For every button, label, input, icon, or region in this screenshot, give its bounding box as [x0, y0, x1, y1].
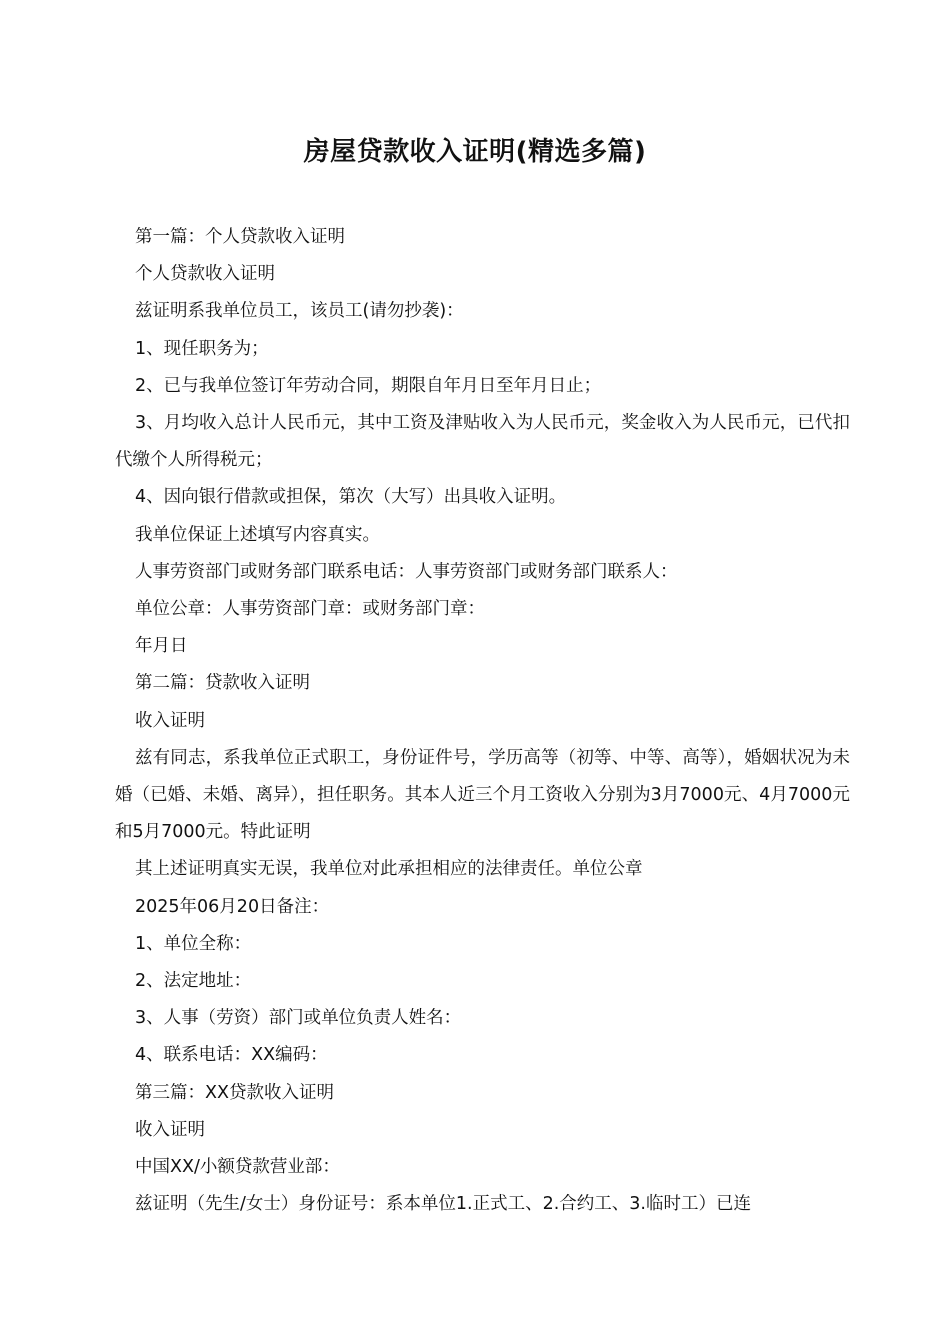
paragraph-subtitle: 收入证明: [135, 710, 205, 731]
paragraph: 其上述证明真实无误，我单位对此承担相应的法律责任。单位公章: [135, 859, 643, 880]
list-item: 2、已与我单位签订年劳动合同，期限自年月日至年月日止；: [135, 375, 602, 396]
paragraph-subtitle: 个人贷款收入证明: [135, 264, 275, 285]
document-title: 房屋贷款收入证明(精选多篇): [303, 137, 647, 167]
paragraph-section-2-heading: 第二篇：贷款收入证明: [135, 673, 310, 694]
paragraph: 人事劳资部门或财务部门联系电话：人事劳资部门或财务部门联系人：: [135, 561, 678, 582]
date-line: 年月日: [135, 636, 188, 657]
paragraph: 中国XX/小额贷款营业部：: [135, 1157, 340, 1178]
paragraph: 兹有同志，系我单位正式职工，身份证件号，学历高等（初等、中等、高等），婚姻状况为未婚（已婚、未婚、离异），担任职务。其本人近三个月工资收入分别为3月7000元、4月7000元和5月7000元。特此证明: [115, 747, 850, 843]
document-body: [115, 219, 850, 1223]
paragraph: 单位公章：人事劳资部门章：或财务部门章：: [135, 599, 485, 620]
paragraph-subtitle: 收入证明: [135, 1119, 205, 1140]
paragraph: 兹证明系我单位员工，该员工(请勿抄袭)：: [135, 301, 464, 322]
list-item: 2、法定地址：: [135, 971, 252, 992]
list-item: 1、单位全称：: [135, 933, 252, 954]
list-item: 4、联系电话：XX编码：: [135, 1045, 328, 1066]
paragraph: 我单位保证上述填写内容真实。: [135, 524, 380, 545]
paragraph-section-1-heading: 第一篇：个人贷款收入证明: [135, 227, 345, 247]
paragraph: 兹证明（先生/女士）身份证号：系本单位1.正式工、2.合约工、3.临时工）已连: [135, 1194, 751, 1215]
list-item: 1、现任职务为；: [135, 338, 269, 359]
paragraph-section-3-heading: 第三篇：XX贷款收入证明: [135, 1082, 334, 1103]
list-item: 4、因向银行借款或担保，第次（大写）出具收入证明。: [135, 487, 567, 508]
list-item: 3、月均收入总计人民币元，其中工资及津贴收入为人民币元，奖金收入为人民币元，已代扣代缴个人所得税元；: [115, 413, 850, 471]
list-item: 3、人事（劳资）部门或单位负责人姓名：: [135, 1008, 462, 1029]
date-line: 2025年06月20日备注：: [135, 896, 330, 917]
